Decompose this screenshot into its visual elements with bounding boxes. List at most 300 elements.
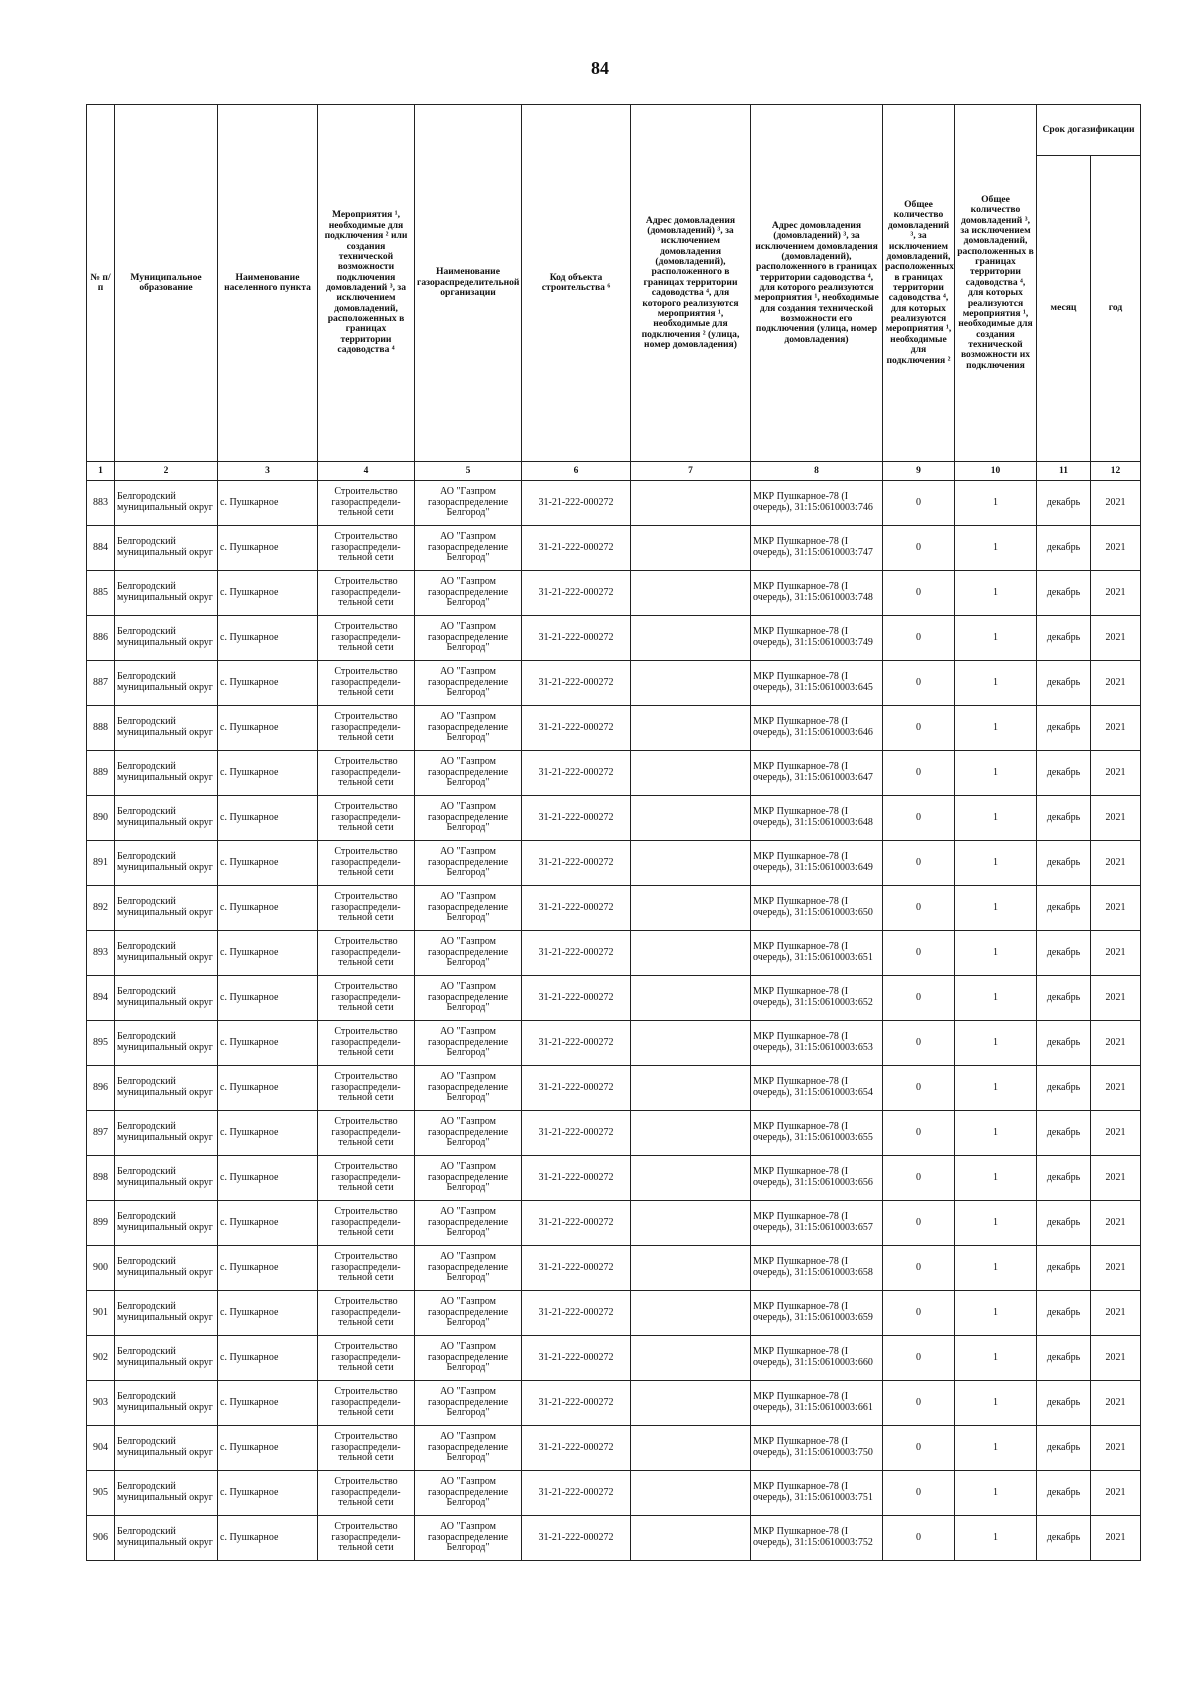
row-number: 902: [87, 1336, 115, 1381]
year-cell: 2021: [1091, 1246, 1141, 1291]
month-cell: декабрь: [1037, 1336, 1091, 1381]
settlement-cell: с. Пушкарное: [218, 526, 318, 571]
count-connect-cell: 0: [883, 1066, 955, 1111]
row-number: 906: [87, 1516, 115, 1561]
column-number: 11: [1037, 462, 1091, 481]
address-cell: МКР Пушкарное-78 (I очередь), 31:15:0610003:650: [751, 886, 883, 931]
table-row: [87, 481, 1141, 526]
settlement-cell: с. Пушкарное: [218, 1021, 318, 1066]
address-connect-cell: [631, 751, 751, 796]
event-cell: Строительство газораспредели-тельной сети: [318, 976, 415, 1021]
municipality-cell: Белгородский муниципальный округ: [115, 1336, 218, 1381]
count-tech-cell: 1: [955, 1471, 1037, 1516]
event-cell: Строительство газораспредели-тельной сети: [318, 1291, 415, 1336]
month-cell: декабрь: [1037, 931, 1091, 976]
address-cell: МКР Пушкарное-78 (I очередь), 31:15:0610003:658: [751, 1246, 883, 1291]
address-connect-cell: [631, 616, 751, 661]
month-cell: декабрь: [1037, 1291, 1091, 1336]
column-number: 9: [883, 462, 955, 481]
event-cell: Строительство газораспредели-тельной сети: [318, 1066, 415, 1111]
column-number-row: [87, 462, 1141, 481]
address-cell: МКР Пушкарное-78 (I очередь), 31:15:0610003:653: [751, 1021, 883, 1066]
settlement-cell: с. Пушкарное: [218, 481, 318, 526]
settlement-cell: с. Пушкарное: [218, 706, 318, 751]
gasification-table: [86, 104, 1141, 1561]
table-row: [87, 1471, 1141, 1516]
event-cell: Строительство газораспредели-тельной сети: [318, 706, 415, 751]
year-cell: 2021: [1091, 1336, 1141, 1381]
count-tech-cell: 1: [955, 526, 1037, 571]
object-code-cell: 31-21-222-000272: [522, 1246, 631, 1291]
year-cell: 2021: [1091, 1066, 1141, 1111]
count-tech-cell: 1: [955, 931, 1037, 976]
settlement-cell: с. Пушкарное: [218, 1291, 318, 1336]
table-header: [87, 105, 1141, 481]
gas-org-cell: АО "Газпром газораспределение Белгород": [415, 616, 522, 661]
address-connect-cell: [631, 1381, 751, 1426]
year-cell: 2021: [1091, 1021, 1141, 1066]
count-connect-cell: 0: [883, 1516, 955, 1561]
table-row: [87, 931, 1141, 976]
header-settlement: Наименование населенного пункта: [218, 105, 318, 462]
event-cell: Строительство газораспредели-тельной сети: [318, 1156, 415, 1201]
count-tech-cell: 1: [955, 976, 1037, 1021]
settlement-cell: с. Пушкарное: [218, 796, 318, 841]
year-cell: 2021: [1091, 616, 1141, 661]
count-connect-cell: 0: [883, 616, 955, 661]
count-tech-cell: 1: [955, 661, 1037, 706]
table-row: [87, 1156, 1141, 1201]
event-cell: Строительство газораспредели-тельной сети: [318, 1426, 415, 1471]
table-row: [87, 1111, 1141, 1156]
municipality-cell: Белгородский муниципальный округ: [115, 1066, 218, 1111]
table-row: [87, 886, 1141, 931]
row-number: 889: [87, 751, 115, 796]
count-connect-cell: 0: [883, 931, 955, 976]
municipality-cell: Белгородский муниципальный округ: [115, 1156, 218, 1201]
address-cell: МКР Пушкарное-78 (I очередь), 31:15:0610003:750: [751, 1426, 883, 1471]
row-number: 893: [87, 931, 115, 976]
gas-org-cell: АО "Газпром газораспределение Белгород": [415, 1021, 522, 1066]
count-connect-cell: 0: [883, 1381, 955, 1426]
count-tech-cell: 1: [955, 1246, 1037, 1291]
gas-org-cell: АО "Газпром газораспределение Белгород": [415, 481, 522, 526]
month-cell: декабрь: [1037, 706, 1091, 751]
count-tech-cell: 1: [955, 1111, 1037, 1156]
month-cell: декабрь: [1037, 1426, 1091, 1471]
object-code-cell: 31-21-222-000272: [522, 1291, 631, 1336]
column-number: 10: [955, 462, 1037, 481]
column-number: 8: [751, 462, 883, 481]
month-cell: декабрь: [1037, 661, 1091, 706]
event-cell: Строительство газораспредели-тельной сети: [318, 481, 415, 526]
gas-org-cell: АО "Газпром газораспределение Белгород": [415, 931, 522, 976]
header-term: Срок догазификации: [1037, 105, 1141, 156]
municipality-cell: Белгородский муниципальный округ: [115, 526, 218, 571]
row-number: 888: [87, 706, 115, 751]
event-cell: Строительство газораспредели-тельной сети: [318, 1471, 415, 1516]
count-tech-cell: 1: [955, 1021, 1037, 1066]
gas-org-cell: АО "Газпром газораспределение Белгород": [415, 1471, 522, 1516]
gas-org-cell: АО "Газпром газораспределение Белгород": [415, 706, 522, 751]
settlement-cell: с. Пушкарное: [218, 1426, 318, 1471]
object-code-cell: 31-21-222-000272: [522, 841, 631, 886]
object-code-cell: 31-21-222-000272: [522, 1426, 631, 1471]
address-connect-cell: [631, 841, 751, 886]
municipality-cell: Белгородский муниципальный округ: [115, 1471, 218, 1516]
table-row: [87, 796, 1141, 841]
row-number: 894: [87, 976, 115, 1021]
object-code-cell: 31-21-222-000272: [522, 661, 631, 706]
row-number: 887: [87, 661, 115, 706]
table-row: [87, 1336, 1141, 1381]
year-cell: 2021: [1091, 976, 1141, 1021]
row-number: 903: [87, 1381, 115, 1426]
count-tech-cell: 1: [955, 841, 1037, 886]
count-connect-cell: 0: [883, 1471, 955, 1516]
row-number: 897: [87, 1111, 115, 1156]
address-cell: МКР Пушкарное-78 (I очередь), 31:15:0610003:655: [751, 1111, 883, 1156]
count-tech-cell: 1: [955, 886, 1037, 931]
event-cell: Строительство газораспредели-тельной сети: [318, 1111, 415, 1156]
row-number: 885: [87, 571, 115, 616]
address-cell: МКР Пушкарное-78 (I очередь), 31:15:0610003:647: [751, 751, 883, 796]
municipality-cell: Белгородский муниципальный округ: [115, 1516, 218, 1561]
count-tech-cell: 1: [955, 1336, 1037, 1381]
year-cell: 2021: [1091, 571, 1141, 616]
table-row: [87, 571, 1141, 616]
count-connect-cell: 0: [883, 841, 955, 886]
count-tech-cell: 1: [955, 1156, 1037, 1201]
municipality-cell: Белгородский муниципальный округ: [115, 931, 218, 976]
count-tech-cell: 1: [955, 1066, 1037, 1111]
address-connect-cell: [631, 1471, 751, 1516]
event-cell: Строительство газораспредели-тельной сети: [318, 751, 415, 796]
object-code-cell: 31-21-222-000272: [522, 571, 631, 616]
object-code-cell: 31-21-222-000272: [522, 526, 631, 571]
year-cell: 2021: [1091, 751, 1141, 796]
count-connect-cell: 0: [883, 1021, 955, 1066]
header-object-code: Код объекта строительства ⁶: [522, 105, 631, 462]
settlement-cell: с. Пушкарное: [218, 1336, 318, 1381]
gas-org-cell: АО "Газпром газораспределение Белгород": [415, 886, 522, 931]
event-cell: Строительство газораспредели-тельной сети: [318, 1201, 415, 1246]
gas-org-cell: АО "Газпром газораспределение Белгород": [415, 1066, 522, 1111]
address-cell: МКР Пушкарное-78 (I очередь), 31:15:0610003:748: [751, 571, 883, 616]
object-code-cell: 31-21-222-000272: [522, 481, 631, 526]
address-cell: МКР Пушкарное-78 (I очередь), 31:15:0610003:657: [751, 1201, 883, 1246]
settlement-cell: с. Пушкарное: [218, 1471, 318, 1516]
object-code-cell: 31-21-222-000272: [522, 1066, 631, 1111]
gas-org-cell: АО "Газпром газораспределение Белгород": [415, 976, 522, 1021]
row-number: 883: [87, 481, 115, 526]
address-cell: МКР Пушкарное-78 (I очередь), 31:15:0610003:661: [751, 1381, 883, 1426]
count-connect-cell: 0: [883, 571, 955, 616]
count-tech-cell: 1: [955, 706, 1037, 751]
count-tech-cell: 1: [955, 1381, 1037, 1426]
gas-org-cell: АО "Газпром газораспределение Белгород": [415, 751, 522, 796]
month-cell: декабрь: [1037, 751, 1091, 796]
count-connect-cell: 0: [883, 1201, 955, 1246]
count-connect-cell: 0: [883, 1291, 955, 1336]
column-number: 7: [631, 462, 751, 481]
month-cell: декабрь: [1037, 1471, 1091, 1516]
municipality-cell: Белгородский муниципальный округ: [115, 481, 218, 526]
month-cell: декабрь: [1037, 1381, 1091, 1426]
table-row: [87, 616, 1141, 661]
year-cell: 2021: [1091, 481, 1141, 526]
month-cell: декабрь: [1037, 841, 1091, 886]
count-connect-cell: 0: [883, 661, 955, 706]
address-cell: МКР Пушкарное-78 (I очередь), 31:15:0610003:751: [751, 1471, 883, 1516]
address-cell: МКР Пушкарное-78 (I очередь), 31:15:0610003:752: [751, 1516, 883, 1561]
month-cell: декабрь: [1037, 571, 1091, 616]
event-cell: Строительство газораспредели-тельной сети: [318, 1381, 415, 1426]
object-code-cell: 31-21-222-000272: [522, 706, 631, 751]
municipality-cell: Белгородский муниципальный округ: [115, 1246, 218, 1291]
row-number: 899: [87, 1201, 115, 1246]
page-number: 84: [591, 58, 609, 78]
gas-org-cell: АО "Газпром газораспределение Белгород": [415, 526, 522, 571]
object-code-cell: 31-21-222-000272: [522, 796, 631, 841]
month-cell: декабрь: [1037, 1111, 1091, 1156]
settlement-cell: с. Пушкарное: [218, 571, 318, 616]
settlement-cell: с. Пушкарное: [218, 886, 318, 931]
month-cell: декабрь: [1037, 1066, 1091, 1111]
table-row: [87, 661, 1141, 706]
year-cell: 2021: [1091, 1156, 1141, 1201]
header-count-connect: Общее количество домовладений ³, за исключением домовладений, расположенных в границах территории садоводства ⁴, для которых реализуются мероприятия ¹, необходимые для подключения ²: [883, 105, 955, 462]
settlement-cell: с. Пушкарное: [218, 931, 318, 976]
count-tech-cell: 1: [955, 481, 1037, 526]
column-number: 3: [218, 462, 318, 481]
gas-org-cell: АО "Газпром газораспределение Белгород": [415, 571, 522, 616]
year-cell: 2021: [1091, 526, 1141, 571]
address-connect-cell: [631, 481, 751, 526]
address-connect-cell: [631, 706, 751, 751]
address-connect-cell: [631, 1291, 751, 1336]
municipality-cell: Белгородский муниципальный округ: [115, 616, 218, 661]
municipality-cell: Белгородский муниципальный округ: [115, 571, 218, 616]
count-tech-cell: 1: [955, 1426, 1037, 1471]
address-connect-cell: [631, 976, 751, 1021]
row-number: 898: [87, 1156, 115, 1201]
row-number: 895: [87, 1021, 115, 1066]
address-connect-cell: [631, 571, 751, 616]
year-cell: 2021: [1091, 796, 1141, 841]
address-cell: МКР Пушкарное-78 (I очередь), 31:15:0610003:649: [751, 841, 883, 886]
count-tech-cell: 1: [955, 796, 1037, 841]
header-n: № п/п: [87, 105, 115, 462]
address-connect-cell: [631, 1336, 751, 1381]
column-number: 1: [87, 462, 115, 481]
event-cell: Строительство газораспредели-тельной сети: [318, 661, 415, 706]
month-cell: декабрь: [1037, 796, 1091, 841]
column-number: 12: [1091, 462, 1141, 481]
count-connect-cell: 0: [883, 706, 955, 751]
table-row: [87, 1246, 1141, 1291]
count-tech-cell: 1: [955, 1291, 1037, 1336]
gas-org-cell: АО "Газпром газораспределение Белгород": [415, 661, 522, 706]
municipality-cell: Белгородский муниципальный округ: [115, 1111, 218, 1156]
address-connect-cell: [631, 796, 751, 841]
address-connect-cell: [631, 1516, 751, 1561]
month-cell: декабрь: [1037, 526, 1091, 571]
address-connect-cell: [631, 886, 751, 931]
object-code-cell: 31-21-222-000272: [522, 1111, 631, 1156]
municipality-cell: Белгородский муниципальный округ: [115, 841, 218, 886]
header-municipality: Муниципальное образование: [115, 105, 218, 462]
column-number: 5: [415, 462, 522, 481]
address-connect-cell: [631, 1111, 751, 1156]
municipality-cell: Белгородский муниципальный округ: [115, 706, 218, 751]
settlement-cell: с. Пушкарное: [218, 661, 318, 706]
settlement-cell: с. Пушкарное: [218, 1066, 318, 1111]
settlement-cell: с. Пушкарное: [218, 616, 318, 661]
address-cell: МКР Пушкарное-78 (I очередь), 31:15:0610003:646: [751, 706, 883, 751]
gas-org-cell: АО "Газпром газораспределение Белгород": [415, 1381, 522, 1426]
count-tech-cell: 1: [955, 616, 1037, 661]
object-code-cell: 31-21-222-000272: [522, 1201, 631, 1246]
header-gas-org: Наименование газораспределительной организации: [415, 105, 522, 462]
gas-org-cell: АО "Газпром газораспределение Белгород": [415, 1336, 522, 1381]
row-number: 892: [87, 886, 115, 931]
settlement-cell: с. Пушкарное: [218, 976, 318, 1021]
object-code-cell: 31-21-222-000272: [522, 931, 631, 976]
event-cell: Строительство газораспредели-тельной сети: [318, 931, 415, 976]
address-connect-cell: [631, 1426, 751, 1471]
count-connect-cell: 0: [883, 751, 955, 796]
address-cell: МКР Пушкарное-78 (I очередь), 31:15:0610003:645: [751, 661, 883, 706]
address-connect-cell: [631, 1246, 751, 1291]
year-cell: 2021: [1091, 1111, 1141, 1156]
count-tech-cell: 1: [955, 571, 1037, 616]
table-row: [87, 1516, 1141, 1561]
gas-org-cell: АО "Газпром газораспределение Белгород": [415, 1426, 522, 1471]
month-cell: декабрь: [1037, 616, 1091, 661]
object-code-cell: 31-21-222-000272: [522, 1471, 631, 1516]
month-cell: декабрь: [1037, 1021, 1091, 1066]
settlement-cell: с. Пушкарное: [218, 1246, 318, 1291]
year-cell: 2021: [1091, 1201, 1141, 1246]
address-connect-cell: [631, 526, 751, 571]
table-row: [87, 526, 1141, 571]
gas-org-cell: АО "Газпром газораспределение Белгород": [415, 1111, 522, 1156]
settlement-cell: с. Пушкарное: [218, 1516, 318, 1561]
address-cell: МКР Пушкарное-78 (I очередь), 31:15:0610003:746: [751, 481, 883, 526]
municipality-cell: Белгородский муниципальный округ: [115, 1381, 218, 1426]
municipality-cell: Белгородский муниципальный округ: [115, 1426, 218, 1471]
gas-org-cell: АО "Газпром газораспределение Белгород": [415, 1516, 522, 1561]
count-tech-cell: 1: [955, 1201, 1037, 1246]
settlement-cell: с. Пушкарное: [218, 751, 318, 796]
column-number: 4: [318, 462, 415, 481]
year-cell: 2021: [1091, 841, 1141, 886]
event-cell: Строительство газораспредели-тельной сети: [318, 1246, 415, 1291]
month-cell: декабрь: [1037, 976, 1091, 1021]
event-cell: Строительство газораспредели-тельной сети: [318, 886, 415, 931]
row-number: 891: [87, 841, 115, 886]
municipality-cell: Белгородский муниципальный округ: [115, 751, 218, 796]
table-row: [87, 976, 1141, 1021]
event-cell: Строительство газораспредели-тельной сети: [318, 841, 415, 886]
address-connect-cell: [631, 1021, 751, 1066]
event-cell: Строительство газораспредели-тельной сети: [318, 1516, 415, 1561]
address-cell: МКР Пушкарное-78 (I очередь), 31:15:0610003:660: [751, 1336, 883, 1381]
header-count-tech: Общее количество домовладений ³, за исключением домовладений, расположенных в границах территории садоводства ⁴, для которых реализуются мероприятия ¹, необходимые для создания технической возможности их подключения: [955, 105, 1037, 462]
settlement-cell: с. Пушкарное: [218, 841, 318, 886]
row-number: 905: [87, 1471, 115, 1516]
address-connect-cell: [631, 1201, 751, 1246]
address-connect-cell: [631, 1156, 751, 1201]
event-cell: Строительство газораспредели-тельной сети: [318, 571, 415, 616]
year-cell: 2021: [1091, 886, 1141, 931]
event-cell: Строительство газораспредели-тельной сети: [318, 1336, 415, 1381]
settlement-cell: с. Пушкарное: [218, 1201, 318, 1246]
address-cell: МКР Пушкарное-78 (I очередь), 31:15:0610003:648: [751, 796, 883, 841]
municipality-cell: Белгородский муниципальный округ: [115, 976, 218, 1021]
table-row: [87, 1201, 1141, 1246]
month-cell: декабрь: [1037, 1246, 1091, 1291]
gas-org-cell: АО "Газпром газораспределение Белгород": [415, 1246, 522, 1291]
column-number: 6: [522, 462, 631, 481]
address-cell: МКР Пушкарное-78 (I очередь), 31:15:0610003:659: [751, 1291, 883, 1336]
object-code-cell: 31-21-222-000272: [522, 1516, 631, 1561]
object-code-cell: 31-21-222-000272: [522, 616, 631, 661]
table-row: [87, 1426, 1141, 1471]
municipality-cell: Белгородский муниципальный округ: [115, 1291, 218, 1336]
gas-org-cell: АО "Газпром газораспределение Белгород": [415, 1291, 522, 1336]
year-cell: 2021: [1091, 1471, 1141, 1516]
municipality-cell: Белгородский муниципальный округ: [115, 661, 218, 706]
gas-org-cell: АО "Газпром газораспределение Белгород": [415, 1201, 522, 1246]
address-cell: МКР Пушкарное-78 (I очередь), 31:15:0610003:747: [751, 526, 883, 571]
column-number: 2: [115, 462, 218, 481]
row-number: 890: [87, 796, 115, 841]
count-connect-cell: 0: [883, 796, 955, 841]
object-code-cell: 31-21-222-000272: [522, 1021, 631, 1066]
address-cell: МКР Пушкарное-78 (I очередь), 31:15:0610003:651: [751, 931, 883, 976]
count-tech-cell: 1: [955, 751, 1037, 796]
count-tech-cell: 1: [955, 1516, 1037, 1561]
month-cell: декабрь: [1037, 1156, 1091, 1201]
address-connect-cell: [631, 661, 751, 706]
header-address-connect: Адрес домовладения (домовладений) ³, за исключением домовладения (домовладений), расположенного в границах территории садоводства ⁴, для которого реализуются мероприятия ¹, необходимые для подключения ² (улица, номер домовладения): [631, 105, 751, 462]
object-code-cell: 31-21-222-000272: [522, 1381, 631, 1426]
event-cell: Строительство газораспредели-тельной сети: [318, 616, 415, 661]
object-code-cell: 31-21-222-000272: [522, 976, 631, 1021]
row-number: 884: [87, 526, 115, 571]
table-row: [87, 751, 1141, 796]
year-cell: 2021: [1091, 661, 1141, 706]
municipality-cell: Белгородский муниципальный округ: [115, 1021, 218, 1066]
gas-org-cell: АО "Газпром газораспределение Белгород": [415, 841, 522, 886]
year-cell: 2021: [1091, 1291, 1141, 1336]
table-row: [87, 841, 1141, 886]
address-cell: МКР Пушкарное-78 (I очередь), 31:15:0610003:656: [751, 1156, 883, 1201]
count-connect-cell: 0: [883, 481, 955, 526]
address-connect-cell: [631, 1066, 751, 1111]
count-connect-cell: 0: [883, 1336, 955, 1381]
count-connect-cell: 0: [883, 1426, 955, 1471]
object-code-cell: 31-21-222-000272: [522, 886, 631, 931]
row-number: 901: [87, 1291, 115, 1336]
month-cell: декабрь: [1037, 1516, 1091, 1561]
settlement-cell: с. Пушкарное: [218, 1381, 318, 1426]
month-cell: декабрь: [1037, 481, 1091, 526]
row-number: 886: [87, 616, 115, 661]
count-connect-cell: 0: [883, 1156, 955, 1201]
